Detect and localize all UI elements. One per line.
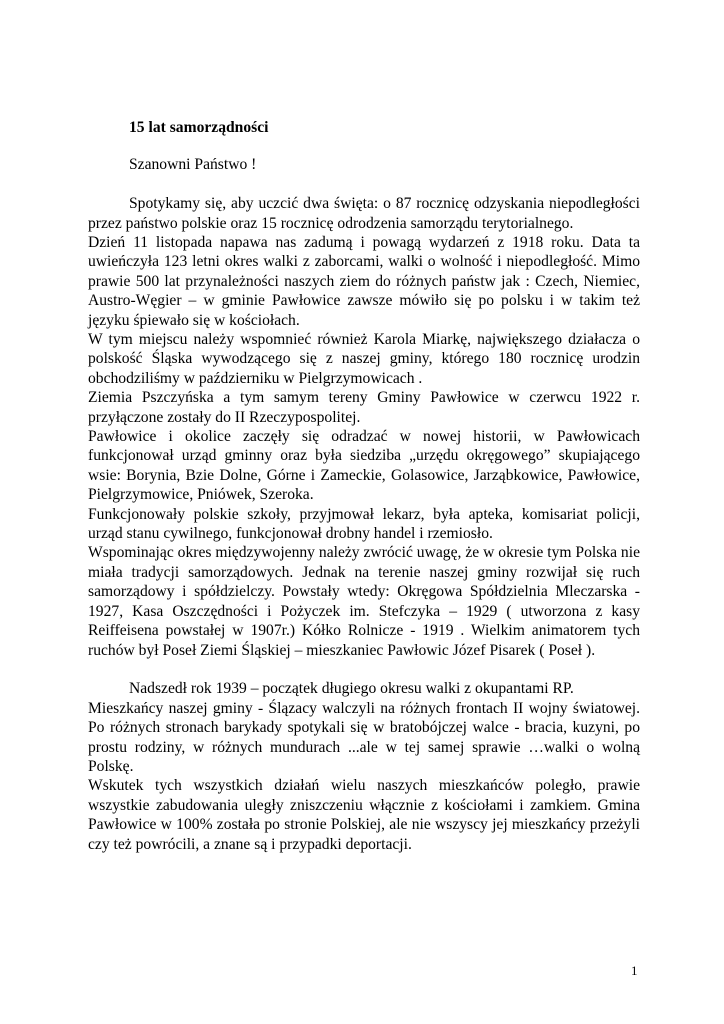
paragraph-1939: Nadszedł rok 1939 – początek długiego okresu walki z okupantami RP. [129,680,574,698]
paragraph-interwar-period: Wspominając okres międzywojenny należy zwrócić uwagę, że w okresie tym Polska nie miała tradycji samorządowych. Jednak na terenie naszej gminy rozwijał się ruch samorządowy i spółdzielczy. Powstały wtedy: Okręgowa Spółdzielnia Mleczarska - 1927, Kasa Oszczędności i Pożyczek im. Stefczyka – 1929 ( utworzona z kasy Reiffeisena powstałej w 1907r.) Kółko Rolnicze - 1919 . Wielkim animatorem tych ruchów był Poseł Ziemi Śląskiej – mieszkaniec Pawłowic Józef Pisarek ( Poseł ). [88,544,640,659]
paragraph-karol-miarka: W tym miejscu należy wspomnieć również Karola Miarkę, największego działacza o polskość Śląska wywodzącego się z naszej gminy, którego 180 rocznicę urodzin obchodziliśmy w październiku w Pielgrzymowicach . [88,331,640,387]
paragraph-pawlowice-revival: Pawłowice i okolice zaczęły się odradzać w nowej historii, w Pawłowicach funkcjonował urząd gminny oraz była siedziba „urzędu okręgowego” skupiającego wsie: Borynia, Bzie Dolne, Górne i Zameckie, Golasowice, Jarząbkowice, Pawłowice, Pielgrzymowice, Pniówek, Szeroka. [88,428,640,504]
paragraph-war-losses: Wskutek tych wszystkich działań wielu naszych mieszkańców poległo, prawie wszystkie zabudowania uległy zniszczeniu włącznie z kościołami i zamkiem. Gmina Pawłowice w 100% została po stronie Polskiej, ale nie wszyscy jej mieszkańcy przeżyli czy też powrócili, a znane są i przypadki deportacji. [88,777,640,853]
paragraph-november-11: Dzień 11 listopada napawa nas zadumą i powagą wydarzeń z 1918 roku. Data ta uwieńczyła 123 letni okres walki z zaborcami, walki o wolność i niepodległość. Mimo prawie 500 lat przynależności naszych ziem do różnych państw jak : Czech, Niemiec, Austro-Węgier – w gminie Pawłowice zawsze mówiło się po polsku i w takim też języku śpiewało się w kościołach. [88,233,640,329]
greeting: Szanowni Państwo ! [129,156,257,174]
document-title: 15 lat samorządności [129,119,269,136]
paragraph-anniversaries: Spotykamy się, aby uczcić dwa święta: o 87 rocznicę odzyskania niepodległości przez państwo polskie oraz 15 rocznicę odrodzenia samorządu terytorialnego. [88,195,640,232]
paragraph-residents-ww2: Mieszkańcy naszej gminy - Ślązacy walczyli na różnych frontach II wojny światowej. Po różnych stronach barykady spotykali się w bratobójczej walce - bracia, kuzyni, po prostu rodziny, w różnych mundurach ...ale w tej samej sprawie …walki o wolną Polskę. [88,699,640,775]
paragraph-pszczyna-land: Ziemia Pszczyńska a tym samym tereny Gminy Pawłowice w czerwcu 1922 r. przyłączone zostały do II Rzeczypospolitej. [88,389,640,426]
spacer [88,175,640,194]
paragraph-institutions: Funkcjonowały polskie szkoły, przyjmował lekarz, była apteka, komisariat policji, urząd stanu cywilnego, funkcjonował drobny handel i rzemiosło. [88,505,640,543]
spacer [88,660,640,679]
document-page [88,118,640,854]
page-number: 1 [631,963,638,978]
